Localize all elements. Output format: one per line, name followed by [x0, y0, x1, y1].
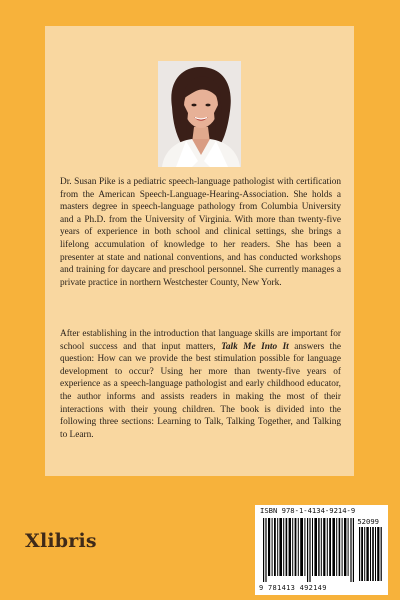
book-title: Talk Me Into It [221, 341, 289, 352]
isbn-label: ISBN 978-1-4134-9214-9 [260, 506, 356, 515]
main-barcode [263, 518, 355, 582]
publisher-logo: Xlibris [25, 530, 97, 552]
author-photo [158, 61, 241, 167]
summary-text-before-title: After establishing in the introduction that language skills are important for school success and that input matters, [60, 329, 341, 352]
summary-text-after-title: answers the question: How can we provide the best stimulation possible for language development to occur? Using her more than twenty-five years of experience as a speech-language pathologist and early childhood educator, the author informs and assists readers in making the most of their interactions with their young children. The book is divided into the following three sections: Learning to Talk, Talking Together, and Talking to Learn. [60, 341, 342, 440]
price-code: 52099 [357, 517, 379, 526]
author-bio: Dr. Susan Pike is a pediatric speech-language pathologist with certification from the American Speech-Language-Hearing-Association. She holds a masters degree in speech-language pathology from Columbia University and a Ph.D. from the University of Virginia. With more than twenty-five years of experience in both school and clinical settings, she brings a lifelong accumulation of knowledge to her readers. She has been a presenter at state and national conventions, and has conducted workshops and training for daycare and preschool personnel. She currently manages a private practice in northern Westchester County, New York. [60, 177, 341, 288]
book-summary [60, 328, 341, 441]
price-barcode [359, 527, 383, 581]
ean-digits: 9 781413 492149 [259, 584, 327, 592]
text-panel [45, 26, 354, 476]
barcode-box [255, 505, 388, 595]
